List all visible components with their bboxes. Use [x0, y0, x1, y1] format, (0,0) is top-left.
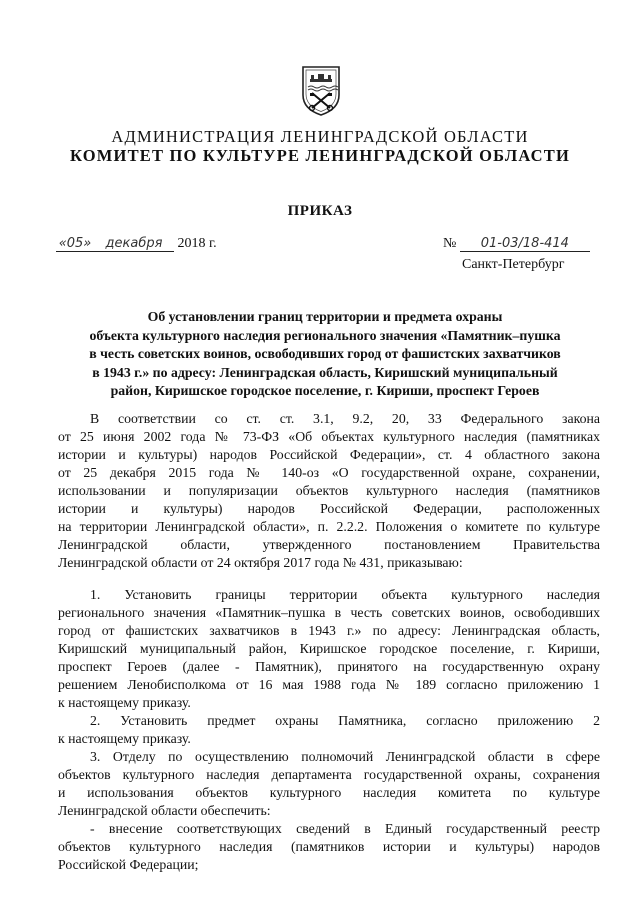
- document-type: ПРИКАЗ: [287, 203, 353, 219]
- text-line: объектов культурного наследия департамента государственной охраны, сохранения: [58, 767, 600, 782]
- text-line: регионального значения «Памятник–пушка в честь советских воинов, освободивших: [58, 605, 600, 620]
- text-line: Российской Федерации;: [58, 857, 199, 872]
- text-line: от 25 июня 2002 года № 73-ФЗ «Об объектах культурного наследия (памятниках: [58, 429, 600, 444]
- text-line: решением Ленобисполкома от 16 мая 1988 года № 189 согласно приложению 1: [58, 677, 600, 692]
- text-line: на территории Ленинградской области», п. 2.2.2. Положения о комитете по культуре: [58, 519, 600, 534]
- text-line: В соответствии со ст. ст. 3.1, 9.2, 20, 33 Федерального закона: [90, 411, 600, 426]
- text-line: к настоящему приказу.: [58, 695, 191, 710]
- order-item-3: [58, 748, 600, 874]
- text-line: 3. Отделу по осуществлению полномочий Ленинградской области в сфере: [90, 749, 600, 764]
- text-line: Ленинградской области обеспечить:: [58, 803, 271, 818]
- title-line: объекта культурного наследия регионального значения «Памятник–пушка: [89, 327, 561, 343]
- text-line: истории и культуры) народов Российской Федерации, расположенных: [58, 501, 600, 516]
- title-line: в 1943 г.» по адресу: Ленинградская область, Киришский муниципальный: [92, 364, 558, 380]
- committee-name: КОМИТЕТ ПО КУЛЬТУРЕ ЛЕНИНГРАДСКОЙ ОБЛАСТИ: [69, 146, 571, 165]
- text-line: город от фашистских захватчиков в 1943 г.» по адресу: Ленинградская область,: [58, 623, 600, 638]
- text-line: Ленинградской области, утвержденного постановлением Правительства: [58, 537, 600, 552]
- order-title: [60, 308, 590, 401]
- order-item-2: [58, 712, 600, 748]
- date-month: декабря: [94, 236, 174, 252]
- text-line: - внесение соответствующих сведений в Единый государственный реестр: [90, 821, 600, 836]
- title-line: район, Киришское городское поселение, г. Кириши, проспект Героев: [110, 383, 540, 398]
- number-sign: №: [443, 236, 457, 251]
- text-line: и использования объектов культурного наследия комитета по культуре: [58, 785, 600, 800]
- text-line: истории и культуры) народов Российской Федерации», ст. 4 областного закона: [58, 447, 600, 462]
- authority-name: АДМИНИСТРАЦИЯ ЛЕНИНГРАДСКОЙ ОБЛАСТИ: [111, 127, 529, 146]
- coat-of-arms-emblem: [299, 65, 343, 117]
- text-line: от 25 декабря 2015 года № 140-оз «О государственной охране, сохранении,: [58, 465, 600, 480]
- date-year: 2018 г.: [177, 236, 217, 251]
- preamble-paragraph: [58, 410, 600, 572]
- text-line: проспект Героев (далее - Памятник), принятого на государственную охрану: [58, 659, 600, 674]
- text-line: использовании и популяризации объектов культурного наследия (памятников: [58, 483, 600, 498]
- place-of-issue: Санкт-Петербург: [462, 257, 565, 272]
- text-line: 1. Установить границы территории объекта культурного наследия: [90, 587, 600, 602]
- text-line: к настоящему приказу.: [58, 731, 191, 746]
- order-date: [56, 236, 217, 252]
- date-day: «05»: [56, 236, 94, 252]
- title-line: Об установлении границ территории и предмета охраны: [147, 309, 503, 324]
- text-line: 2. Установить предмет охраны Памятника, согласно приложению 2: [90, 713, 600, 728]
- order-number: [443, 236, 590, 252]
- title-line: в честь советских воинов, освободивших город от фашистских захватчиков: [89, 346, 561, 361]
- text-line: Ленинградской области от 24 октября 2017 года № 431, приказываю:: [58, 555, 463, 570]
- number-value: 01-03/18-414: [460, 236, 590, 252]
- text-line: Киришский муниципальный район, Киришское городское поселение, г. Кириши,: [58, 641, 600, 656]
- text-line: объектов культурного наследия (памятников истории и культуры) народов: [58, 839, 600, 854]
- order-item-1: [58, 586, 600, 712]
